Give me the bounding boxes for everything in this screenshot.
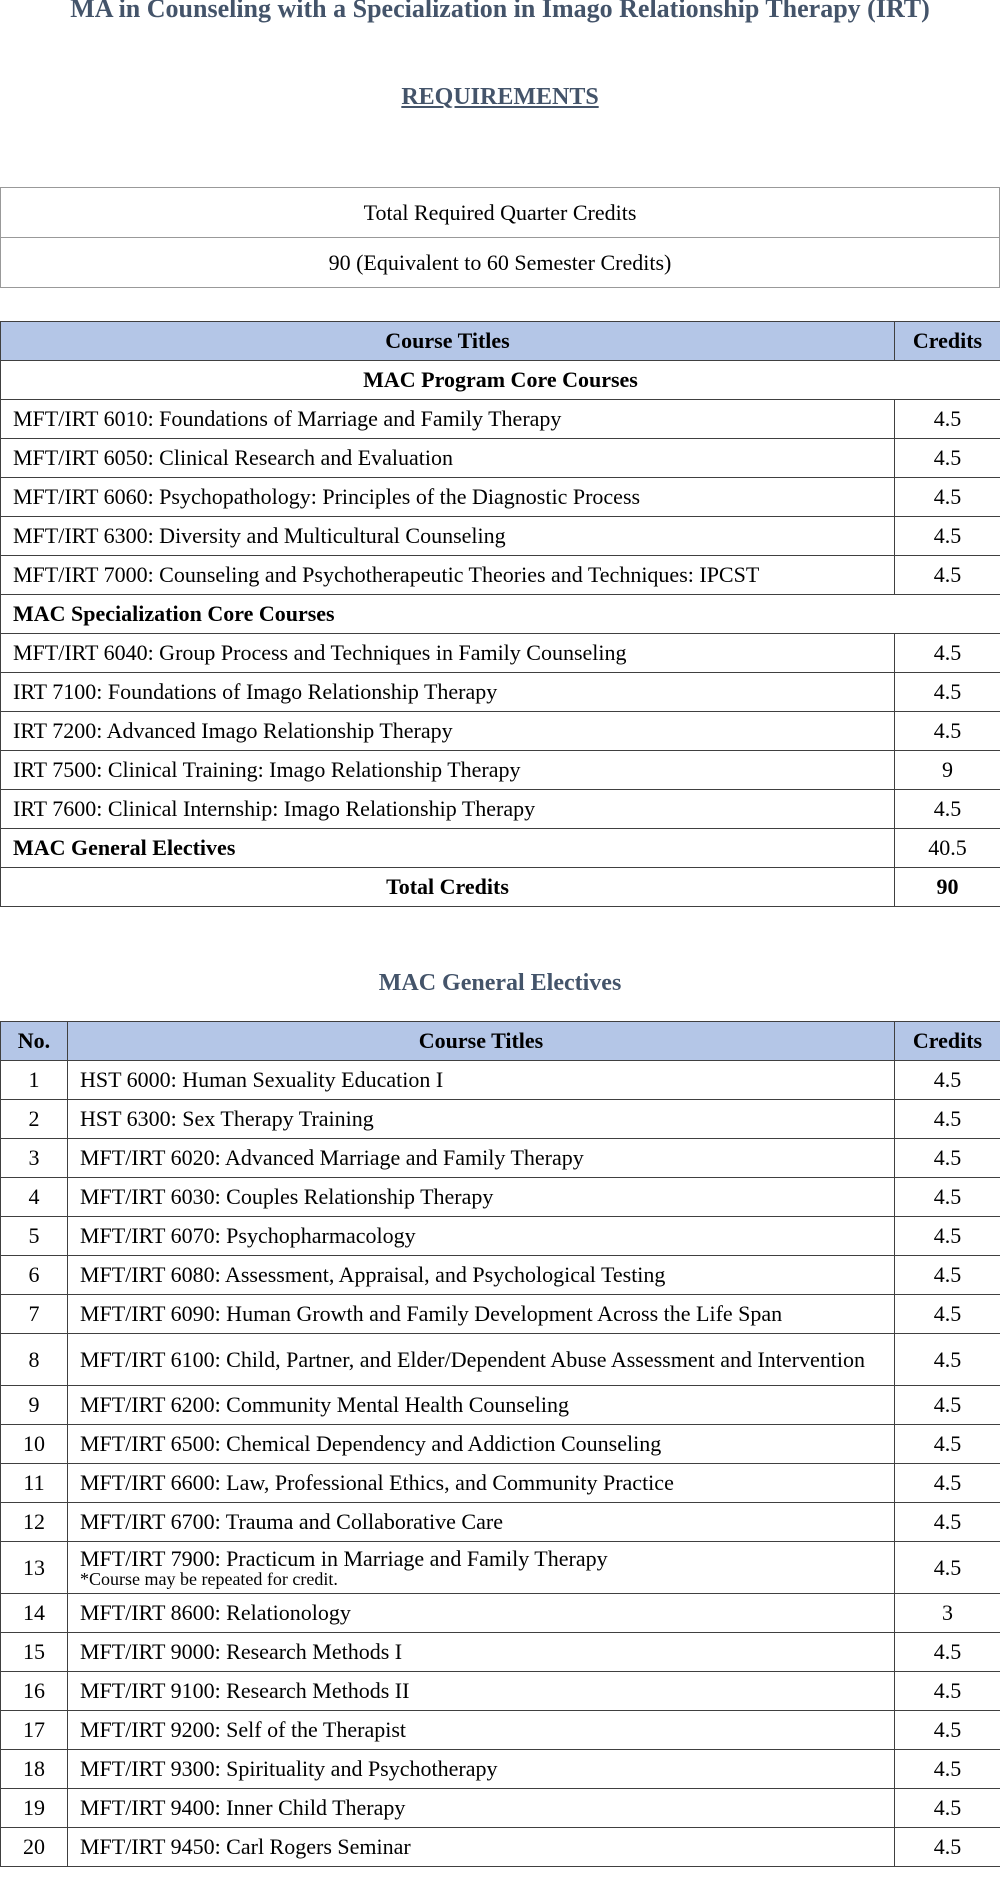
course-title: MFT/IRT 6050: Clinical Research and Evaluation [1, 439, 895, 478]
table-row [1, 1178, 1000, 1217]
section-heading: MAC Specialization Core Courses [1, 595, 1000, 634]
course-title: MFT/IRT 6040: Group Process and Techniques in Family Counseling [1, 634, 895, 673]
row-number: 9 [1, 1386, 68, 1425]
table-row [1, 712, 1000, 751]
row-number: 16 [1, 1672, 68, 1711]
course-credits: 4.5 [895, 1386, 1000, 1425]
course-note: *Course may be repeated for credit. [80, 1568, 338, 1589]
table-row [1, 1334, 1000, 1386]
table-header-row [1, 322, 1000, 361]
table-header-row [1, 1022, 1000, 1061]
course-title: MFT/IRT 6090: Human Growth and Family Development Across the Life Span [68, 1295, 895, 1334]
course-title-cell [68, 1542, 895, 1594]
table-row [1, 1672, 1000, 1711]
course-credits: 4.5 [895, 634, 1000, 673]
column-header-course-titles: Course Titles [68, 1022, 895, 1061]
course-credits: 4.5 [895, 1256, 1000, 1295]
table-row [1, 1542, 1000, 1594]
course-credits: 4.5 [895, 1217, 1000, 1256]
course-credits: 4.5 [895, 1425, 1000, 1464]
section-row-specialization [1, 595, 1000, 634]
general-electives-label: MAC General Electives [1, 829, 895, 868]
table-row [1, 517, 1000, 556]
course-credits: 4.5 [895, 1503, 1000, 1542]
table-row [1, 400, 1000, 439]
table-row [1, 439, 1000, 478]
row-number: 11 [1, 1464, 68, 1503]
course-title: MFT/IRT 7900: Practicum in Marriage and Family Therapy [80, 1545, 608, 1571]
course-title: MFT/IRT 6300: Diversity and Multicultural Counseling [1, 517, 895, 556]
course-credits: 4.5 [895, 1139, 1000, 1178]
table-row [1, 1464, 1000, 1503]
course-title: MFT/IRT 9450: Carl Rogers Seminar [68, 1828, 895, 1867]
table-row [1, 673, 1000, 712]
course-title: MFT/IRT 9100: Research Methods II [68, 1672, 895, 1711]
column-header-credits: Credits [895, 322, 1000, 361]
course-title: MFT/IRT 6010: Foundations of Marriage and Family Therapy [1, 400, 895, 439]
course-title: MFT/IRT 6030: Couples Relationship Therapy [68, 1178, 895, 1217]
table-row [1, 1386, 1000, 1425]
course-credits: 3 [895, 1594, 1000, 1633]
course-title: HST 6000: Human Sexuality Education I [68, 1061, 895, 1100]
row-number: 7 [1, 1295, 68, 1334]
course-title: MFT/IRT 9300: Spirituality and Psychotherapy [68, 1750, 895, 1789]
course-credits: 4.5 [895, 400, 1000, 439]
course-title: MFT/IRT 6500: Chemical Dependency and Addiction Counseling [68, 1425, 895, 1464]
course-credits: 4.5 [895, 1828, 1000, 1867]
general-electives-row [1, 829, 1000, 868]
total-required-label: Total Required Quarter Credits [1, 188, 1000, 238]
course-credits: 4.5 [895, 673, 1000, 712]
table-row [1, 1425, 1000, 1464]
course-credits: 4.5 [895, 1334, 1000, 1386]
table-row [1, 751, 1000, 790]
table-row [1, 634, 1000, 673]
page-title: MA in Counseling with a Specialization in Imago Relationship Therapy (IRT) [70, 0, 930, 23]
table-row [1, 1594, 1000, 1633]
course-title: MFT/IRT 6070: Psychopharmacology [68, 1217, 895, 1256]
total-required-value: 90 (Equivalent to 60 Semester Credits) [1, 238, 1000, 288]
course-credits: 4.5 [895, 1542, 1000, 1594]
course-title: IRT 7200: Advanced Imago Relationship Therapy [1, 712, 895, 751]
course-credits: 4.5 [895, 790, 1000, 829]
course-credits: 4.5 [895, 1711, 1000, 1750]
course-credits: 4.5 [895, 439, 1000, 478]
course-title: IRT 7600: Clinical Internship: Imago Relationship Therapy [1, 790, 895, 829]
table-row [1, 1256, 1000, 1295]
row-number: 13 [1, 1542, 68, 1594]
general-electives-table [0, 1021, 1000, 1867]
course-credits: 4.5 [895, 1789, 1000, 1828]
table-row [1, 1633, 1000, 1672]
required-courses-table [0, 321, 1000, 907]
section-heading: MAC Program Core Courses [1, 361, 1000, 400]
course-credits: 4.5 [895, 1100, 1000, 1139]
course-title: MFT/IRT 7000: Counseling and Psychotherapeutic Theories and Techniques: IPCST [1, 556, 895, 595]
column-header-no: No. [1, 1022, 68, 1061]
course-credits: 4.5 [895, 1672, 1000, 1711]
table-row [1, 1061, 1000, 1100]
course-title: MFT/IRT 6080: Assessment, Appraisal, and Psychological Testing [68, 1256, 895, 1295]
table-row [1, 556, 1000, 595]
row-number: 3 [1, 1139, 68, 1178]
course-title: MFT/IRT 6060: Psychopathology: Principles of the Diagnostic Process [1, 478, 895, 517]
course-title: IRT 7100: Foundations of Imago Relationship Therapy [1, 673, 895, 712]
row-number: 2 [1, 1100, 68, 1139]
table-row [1, 1789, 1000, 1828]
course-credits: 4.5 [895, 1061, 1000, 1100]
course-title: MFT/IRT 9200: Self of the Therapist [68, 1711, 895, 1750]
course-title: MFT/IRT 6100: Child, Partner, and Elder/Dependent Abuse Assessment and Intervention [68, 1334, 895, 1386]
course-credits: 4.5 [895, 478, 1000, 517]
course-credits: 4.5 [895, 712, 1000, 751]
course-credits: 4.5 [895, 1295, 1000, 1334]
course-title: MFT/IRT 8600: Relationology [68, 1594, 895, 1633]
course-title: HST 6300: Sex Therapy Training [68, 1100, 895, 1139]
column-header-credits: Credits [895, 1022, 1000, 1061]
table-row [1, 1295, 1000, 1334]
table-row [1, 1217, 1000, 1256]
row-number: 8 [1, 1334, 68, 1386]
row-number: 19 [1, 1789, 68, 1828]
table-row [1, 1750, 1000, 1789]
table-row [1, 1100, 1000, 1139]
course-credits: 4.5 [895, 556, 1000, 595]
course-credits: 9 [895, 751, 1000, 790]
section-row-program-core [1, 361, 1000, 400]
column-header-course-titles: Course Titles [1, 322, 895, 361]
row-number: 17 [1, 1711, 68, 1750]
course-title: MFT/IRT 9000: Research Methods I [68, 1633, 895, 1672]
table-row [1, 1828, 1000, 1867]
table-row [1, 790, 1000, 829]
row-number: 15 [1, 1633, 68, 1672]
total-credits-value: 90 [895, 868, 1000, 907]
course-title: MFT/IRT 6020: Advanced Marriage and Family Therapy [68, 1139, 895, 1178]
requirements-heading: REQUIREMENTS [401, 84, 599, 110]
row-number: 6 [1, 1256, 68, 1295]
course-credits: 4.5 [895, 1178, 1000, 1217]
row-number: 10 [1, 1425, 68, 1464]
total-credits-label: Total Credits [1, 868, 895, 907]
table-row [1, 1503, 1000, 1542]
course-title: MFT/IRT 9400: Inner Child Therapy [68, 1789, 895, 1828]
course-title: MFT/IRT 6700: Trauma and Collaborative Care [68, 1503, 895, 1542]
course-title: IRT 7500: Clinical Training: Imago Relationship Therapy [1, 751, 895, 790]
course-title: MFT/IRT 6200: Community Mental Health Counseling [68, 1386, 895, 1425]
row-number: 1 [1, 1061, 68, 1100]
row-number: 20 [1, 1828, 68, 1867]
row-number: 5 [1, 1217, 68, 1256]
total-credits-summary-table [0, 187, 1000, 288]
course-credits: 4.5 [895, 517, 1000, 556]
table-row [1, 1139, 1000, 1178]
course-credits: 4.5 [895, 1750, 1000, 1789]
row-number: 14 [1, 1594, 68, 1633]
general-electives-credits: 40.5 [895, 829, 1000, 868]
course-credits: 4.5 [895, 1464, 1000, 1503]
row-number: 12 [1, 1503, 68, 1542]
table-row [1, 1711, 1000, 1750]
row-number: 18 [1, 1750, 68, 1789]
electives-heading: MAC General Electives [378, 970, 622, 996]
table-row [1, 478, 1000, 517]
total-credits-row [1, 868, 1000, 907]
course-credits: 4.5 [895, 1633, 1000, 1672]
course-title: MFT/IRT 6600: Law, Professional Ethics, and Community Practice [68, 1464, 895, 1503]
row-number: 4 [1, 1178, 68, 1217]
